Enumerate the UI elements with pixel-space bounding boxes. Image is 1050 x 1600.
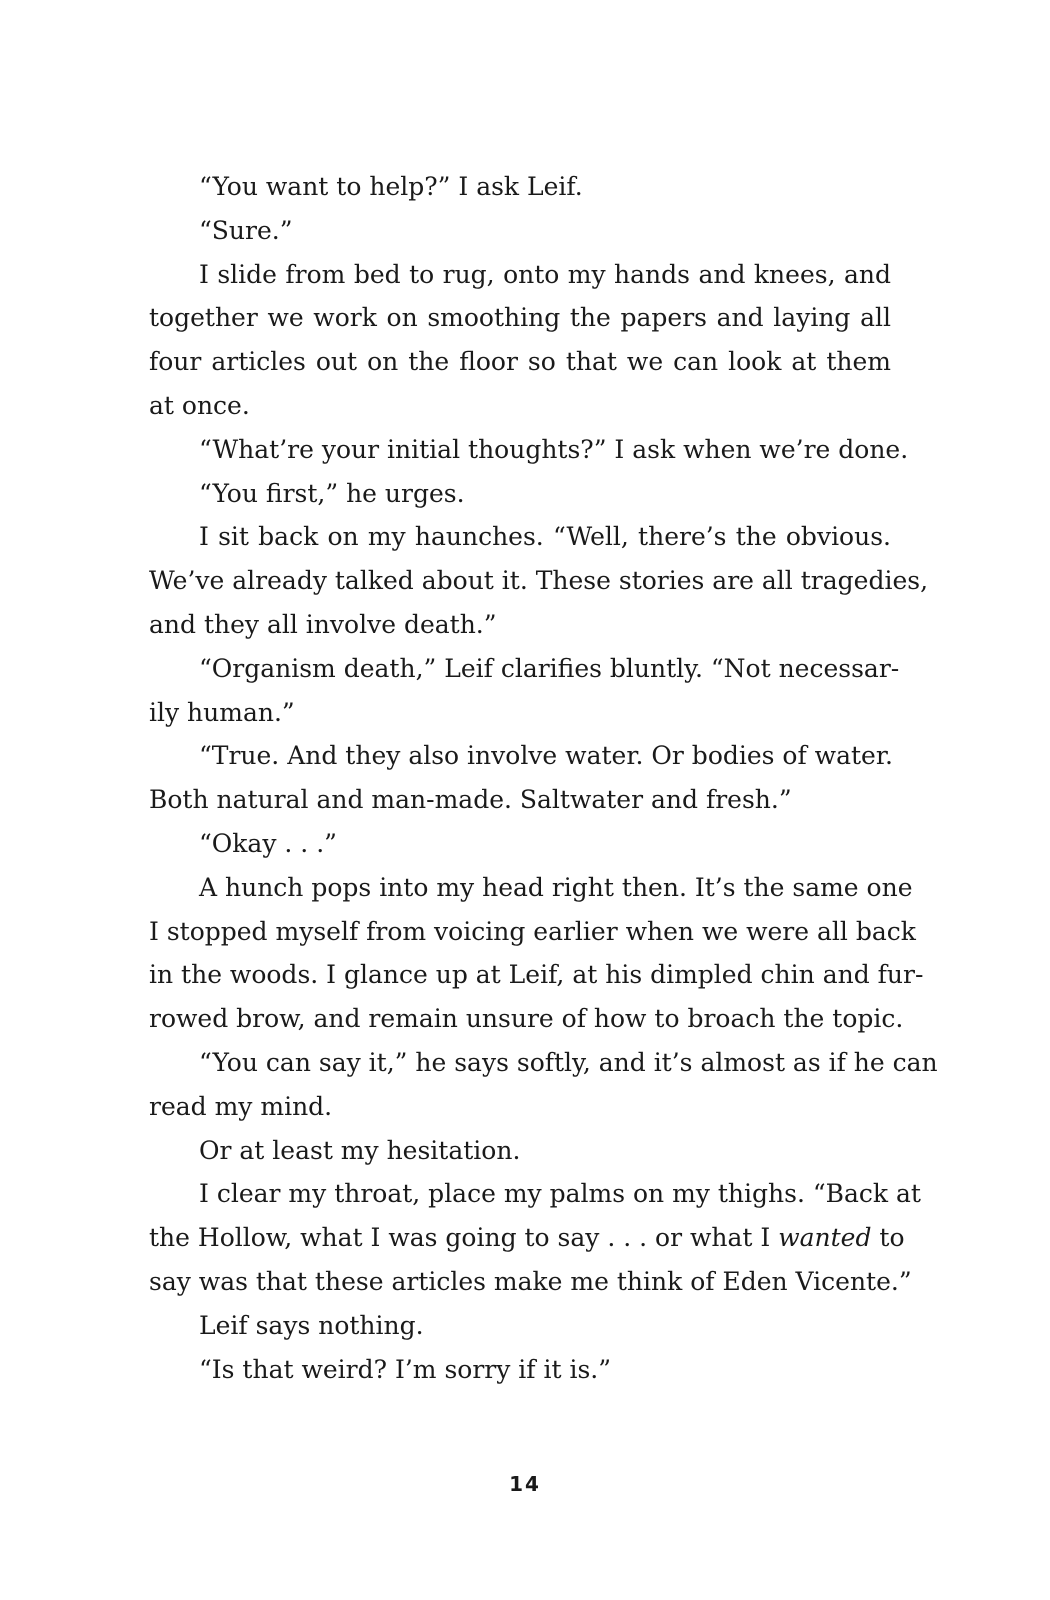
text-line: We’ve already talked about it. These stories are all tragedies,: [149, 566, 929, 596]
text-line: say was that these articles make me think of Eden Vicente.”: [149, 1266, 912, 1296]
text-line: four articles out on the floor so that we can look at them: [149, 347, 891, 377]
text-line: “Okay . . .”: [199, 828, 337, 858]
text-line: “True. And they also involve water. Or bodies of water.: [199, 741, 893, 771]
text-line: at once.: [149, 390, 250, 420]
text-line: ily human.”: [149, 697, 295, 727]
text-line: I sit back on my haunches. “Well, there’s the obvious.: [199, 522, 891, 552]
text-line: “You want to help?” I ask Leif.: [199, 172, 583, 201]
page-number: 14: [509, 1472, 541, 1496]
italic-word: wanted: [778, 1223, 872, 1253]
text-line: together we work on smoothing the papers and laying all: [149, 303, 891, 333]
text-line: Both natural and man-made. Saltwater and fresh.”: [149, 785, 792, 815]
text-line: Or at least my hesitation.: [199, 1135, 521, 1165]
text-segment: to: [871, 1223, 905, 1253]
text-line: Leif says nothing.: [199, 1310, 424, 1340]
text-line: [149, 1216, 905, 1260]
text-line: and they all involve death.”: [149, 609, 497, 639]
body-text: [149, 165, 938, 1391]
text-line: “What’re your initial thoughts?” I ask when we’re done.: [199, 434, 909, 464]
text-line: “Sure.”: [199, 215, 293, 245]
text-line: in the woods. I glance up at Leif, at his dimpled chin and fur-: [149, 960, 924, 990]
text-segment: the Hollow, what I was going to say . . . or what I: [149, 1223, 779, 1253]
text-line: “Organism death,” Leif clarifies bluntly. “Not necessar-: [199, 653, 900, 683]
text-line: “You first,” he urges.: [199, 478, 465, 508]
text-line: A hunch pops into my head right then. It’s the same one: [199, 872, 913, 902]
text-line: I clear my throat, place my palms on my thighs. “Back at: [199, 1179, 921, 1209]
text-line: “You can say it,” he says softly, and it’s almost as if he can: [199, 1047, 938, 1077]
text-line: I stopped myself from voicing earlier when we were all back: [149, 916, 916, 946]
text-line: “Is that weird? I’m sorry if it is.”: [199, 1354, 612, 1384]
text-line: rowed brow, and remain unsure of how to broach the topic.: [149, 1004, 904, 1034]
text-line: I slide from bed to rug, onto my hands and knees, and: [199, 259, 891, 289]
text-line: read my mind.: [149, 1091, 333, 1121]
